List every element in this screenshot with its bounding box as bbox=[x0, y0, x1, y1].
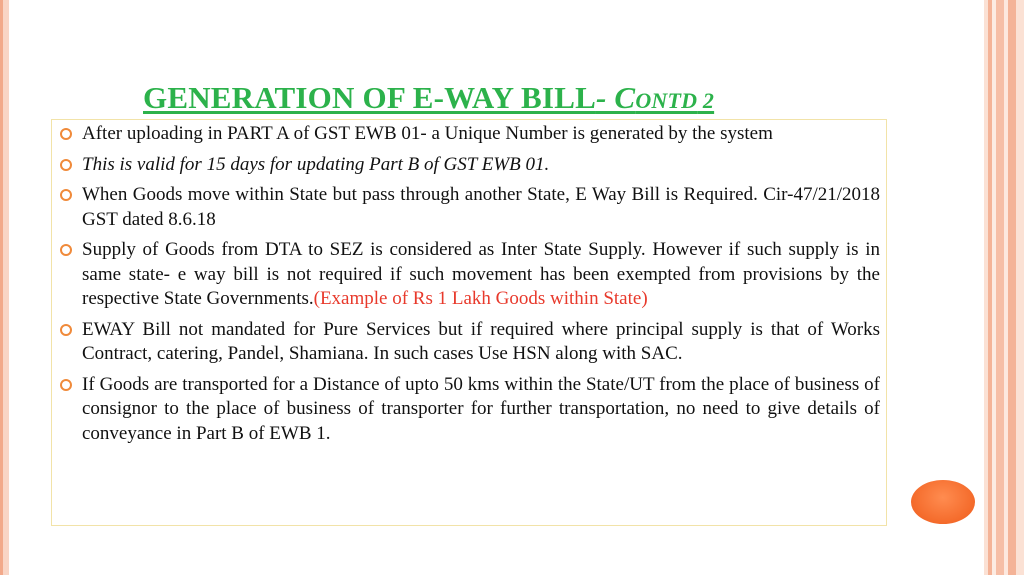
bullet-circle-icon bbox=[60, 128, 72, 140]
orange-circle-decoration bbox=[911, 480, 975, 524]
bullet-circle-icon bbox=[60, 379, 72, 391]
slide-title-suffix: - CONTD 2 bbox=[595, 80, 715, 115]
bullet-text: When Goods move within State but pass through another State, E Way Bill is Required. Cir-47/21/2018 GST dated 8.6.18 bbox=[82, 184, 880, 230]
list-item bbox=[58, 153, 880, 178]
bullet-highlight-text: (Example of Rs 1 Lakh Goods within State) bbox=[313, 288, 648, 309]
bullet-text: EWAY Bill not mandated for Pure Services but if required where principal supply is that of Works Contract, catering, Pandel, Shamiana. In such cases Use HSN along with SAC. bbox=[82, 318, 880, 364]
slide-title-main: GENERATION OF E-WAY BILL bbox=[143, 80, 596, 115]
list-item bbox=[58, 373, 880, 447]
bullet-circle-icon bbox=[60, 244, 72, 256]
bullet-circle-icon bbox=[60, 324, 72, 336]
bullet-text: Supply of Goods from DTA to SEZ is considered as Inter State Supply. However if such supply is in same state- e way bill is not required if such movement has been exempted from provisions by the respective State Governments. bbox=[82, 239, 880, 309]
bullet-text: After uploading in PART A of GST EWB 01- a Unique Number is generated by the system bbox=[82, 123, 773, 144]
list-item bbox=[58, 318, 880, 367]
bullet-text: This is valid for 15 days for updating Part B of GST EWB 01. bbox=[82, 153, 550, 175]
right-decorative-stripes bbox=[984, 0, 1024, 575]
slide-title bbox=[143, 80, 714, 116]
list-item bbox=[58, 122, 880, 147]
bullet-text: If Goods are transported for a Distance of upto 50 kms within the State/UT from the place of business of consignor to the place of business of transporter for further transportation, no need to give details of conveyance in Part B of EWB 1. bbox=[82, 373, 880, 444]
bullet-list bbox=[58, 122, 880, 452]
list-item bbox=[58, 238, 880, 312]
list-item bbox=[58, 183, 880, 232]
bullet-circle-icon bbox=[60, 189, 72, 201]
left-decorative-stripe bbox=[0, 0, 9, 575]
bullet-circle-icon bbox=[60, 159, 72, 171]
